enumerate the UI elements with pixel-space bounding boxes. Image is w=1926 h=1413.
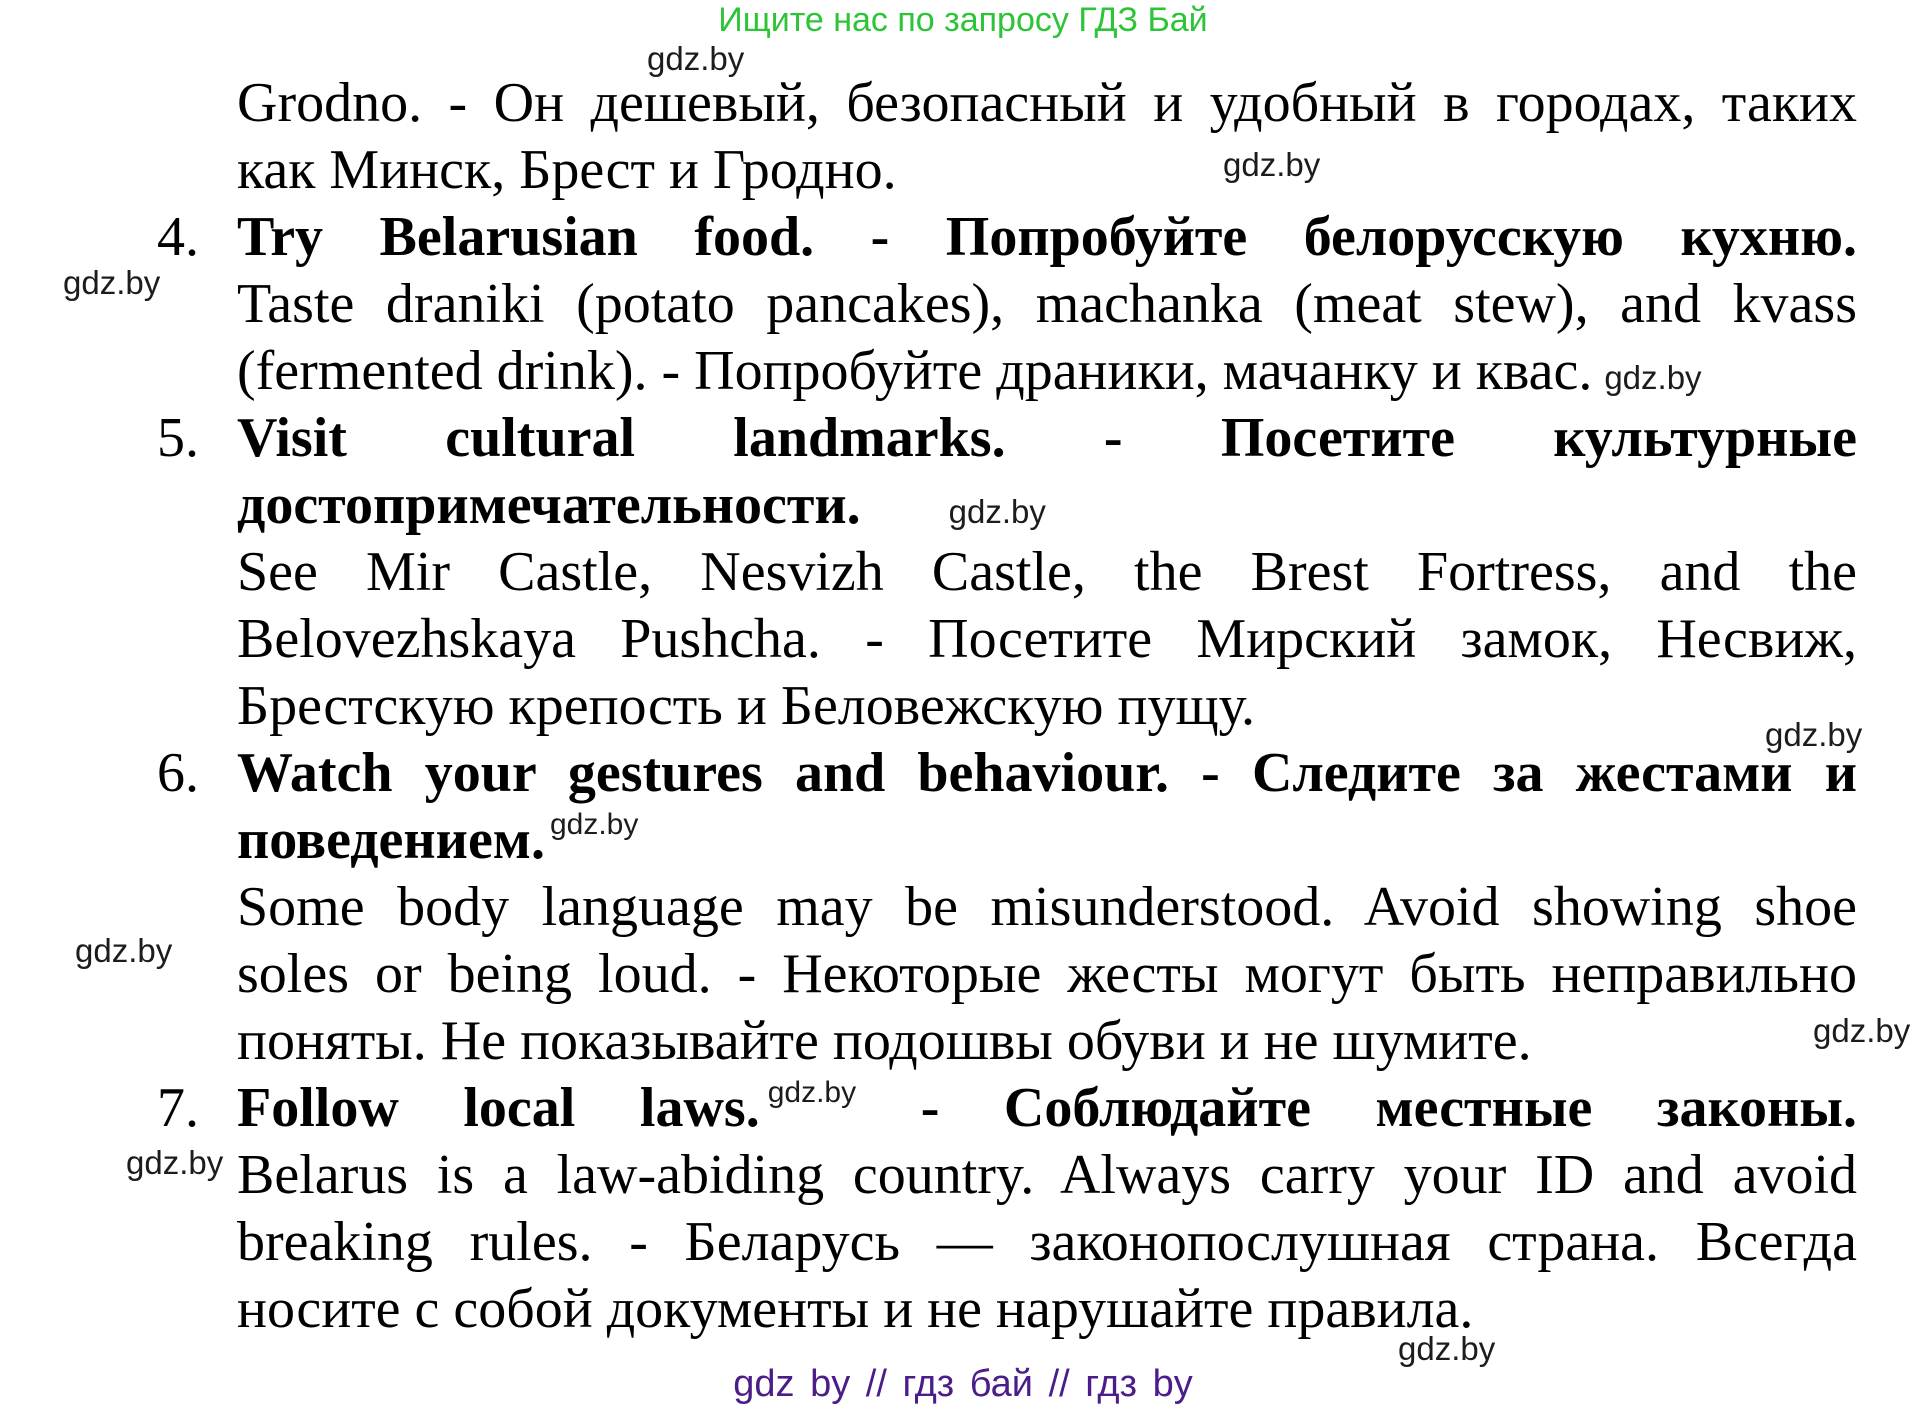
text-line: как Минск, Брест и Гродно. [237, 139, 897, 201]
text-line-segment: (fermented drink). - Попробуйте драники, мачанку и квас. [237, 340, 1593, 402]
gdz-watermark: gdz.by [1398, 1330, 1496, 1367]
gdz-watermark: gdz.by [767, 1076, 857, 1109]
gdz-watermark: gdz.by [75, 932, 173, 969]
text-line: Grodno. - Он дешевый, безопасный и удобный в городах, таких [237, 72, 1857, 134]
text-line-segment: достопримечательности. [237, 474, 861, 536]
gdz-watermark: gdz.by [1765, 716, 1863, 753]
text-line [237, 807, 1857, 874]
list-number: 5. [157, 407, 199, 469]
text-line [237, 338, 1857, 405]
text-line: soles or being loud. - Некоторые жесты могут быть неправильно [237, 943, 1857, 1005]
text-line: Taste draniki (potato pancakes), machanka (meat stew), and kvass [237, 273, 1857, 335]
gdz-watermark: gdz.by [63, 264, 161, 301]
text-line: Belovezhskaya Pushcha. - Посетите Мирский замок, Несвиж, [237, 608, 1857, 670]
list-number: 7. [157, 1077, 199, 1139]
promo-banner: Ищите нас по запросу ГДЗ Бай [718, 1, 1208, 39]
gdz-watermark: gdz.by [647, 40, 745, 77]
footer-watermark: gdz by // гдз бай // гдз by [733, 1363, 1193, 1405]
gdz-watermark: gdz.by [549, 808, 639, 841]
list-number: 4. [157, 206, 199, 268]
text-line: Watch your gestures and behaviour. - Следите за жестами и [237, 742, 1857, 804]
text-line [237, 1075, 1857, 1142]
text-line: Try Belarusian food. - Попробуйте белорусскую кухню. [237, 206, 1857, 268]
text-line: Some body language may be misunderstood. Avoid showing shoe [237, 876, 1857, 938]
gdz-watermark: gdz.by [1223, 146, 1321, 183]
gdz-watermark: gdz.by [948, 493, 1046, 530]
text-line: Belarus is a law-abiding country. Always carry your ID and avoid [237, 1144, 1857, 1206]
text-line-segment: Follow local laws. [237, 1077, 760, 1139]
text-line: носите с собой документы и не нарушайте правила. [237, 1278, 1474, 1340]
text-line-segment: - Соблюдайте местные законы. [920, 1077, 1858, 1139]
gdz-watermark: gdz.by [126, 1144, 224, 1181]
text-line: Visit cultural landmarks. - Посетите культурные [237, 407, 1857, 469]
text-line-segment: поведением. [237, 809, 545, 871]
text-line: поняты. Не показывайте подошвы обуви и не шумите. [237, 1010, 1532, 1072]
text-line [237, 472, 1857, 539]
gdz-watermark: gdz.by [1604, 359, 1702, 396]
text-line: breaking rules. - Беларусь — законопослушная страна. Всегда [237, 1211, 1857, 1273]
text-line: Брестскую крепость и Беловежскую пущу. [237, 675, 1255, 737]
list-number: 6. [157, 742, 199, 804]
gdz-watermark: gdz.by [1813, 1012, 1911, 1049]
text-line: See Mir Castle, Nesvizh Castle, the Brest Fortress, and the [237, 541, 1857, 603]
